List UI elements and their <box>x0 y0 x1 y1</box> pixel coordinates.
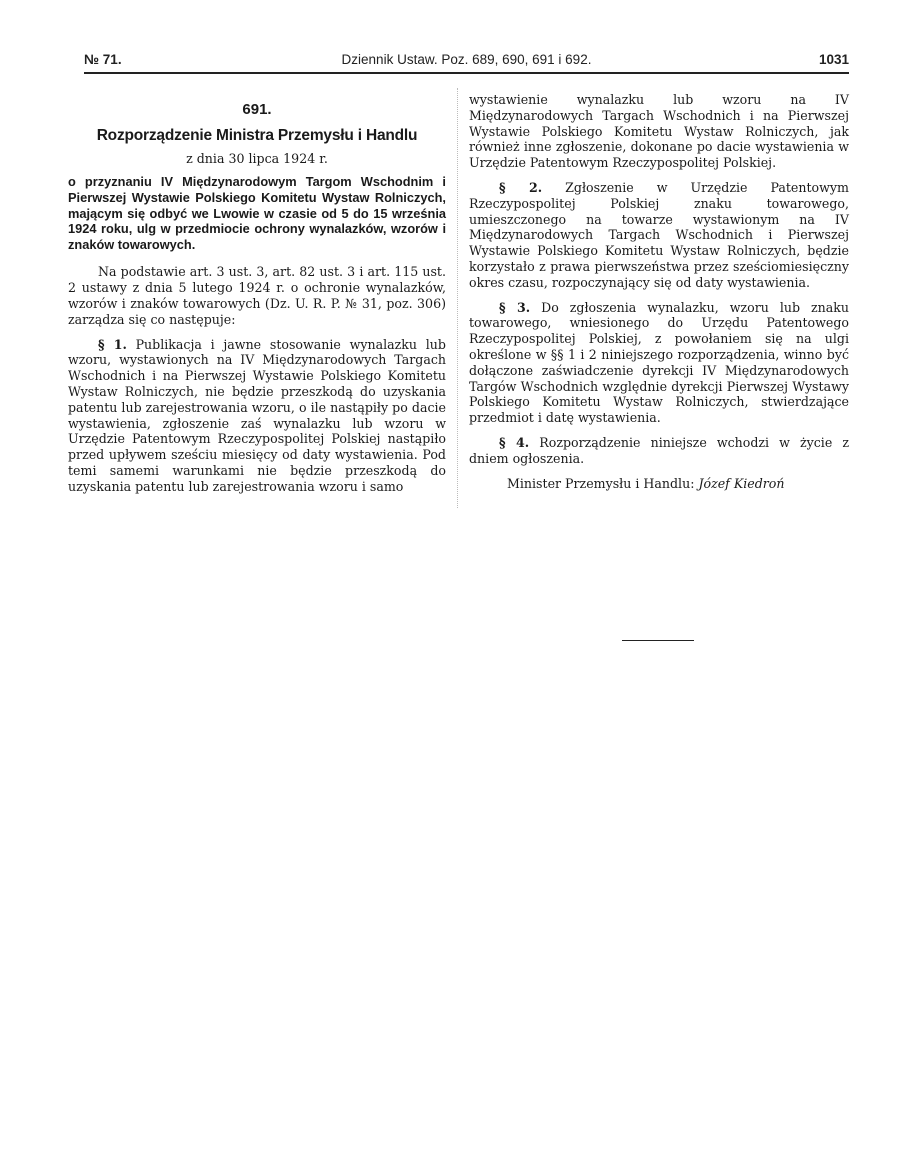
header-rule <box>84 72 849 74</box>
section-1 <box>68 337 446 495</box>
page-header <box>84 50 849 72</box>
journal-title: Dziennik Ustaw. Poz. 689, 690, 691 i 692. <box>341 52 592 67</box>
end-rule <box>622 640 694 641</box>
signature <box>469 476 849 492</box>
issue-number: № 71. <box>84 52 122 67</box>
signature-name: Józef Kiedroń <box>698 475 785 491</box>
act-title: Rozporządzenie Ministra Przemysłu i Handlu <box>96 126 418 144</box>
section-2 <box>469 180 849 291</box>
right-column <box>469 92 849 500</box>
section-3-label: § 3. <box>499 299 531 315</box>
act-date: z dnia 30 lipca 1924 r. <box>186 150 328 166</box>
section-3 <box>469 300 849 426</box>
section-1-continuation: wystawienie wynalazku lub wzoru na IV Międzynarodowych Targach Wschodnich i na Pierwszej Wystawie Polskiego Komitetu Wystaw Rolniczych, jak również inne zgłoszenie, dokonane po dacie wystawienia w Urzędzie Patentowym Rzeczypospolitej Polskiej. <box>469 92 849 171</box>
section-1-label: § 1. <box>98 336 127 352</box>
act-subject: o przyznaniu IV Międzynarodowym Targom Wschodnim i Pierwszej Wystawie Polskiego Komitetu Wystaw Rolniczych, mającym się odbyć we Lwowie w czasie od 5 do 15 września 1924 roku, ulg w przedmiocie ochrony wynalazków, wzorów i znaków towarowych. <box>68 174 446 252</box>
page-number: 1031 <box>818 52 849 67</box>
section-3-text: Do zgłoszenia wynalazku, wzoru lub znaku towarowego, wniesionego do Urzędu Patentowego Rzeczypospolitej Polskiej, z powołaniem się na ulgi określone w §§ 1 i 2 niniejszego rozporządzenia, winno być dołączone zaświadczenie dyrekcji IV Międzynarodowych Targów Wschodnich względnie dyrekcji Pierwszej Wystawy Polskiego Komitetu Wystaw Rolniczych, stwierdzające przedmiot i datę wystawienia. <box>469 299 849 426</box>
left-column <box>68 92 446 504</box>
signature-role: Minister Przemysłu i Handlu: <box>507 475 695 491</box>
section-4-text: Rozporządzenie niniejsze wchodzi w życie z dniem ogłoszenia. <box>469 434 849 466</box>
section-2-text: Zgłoszenie w Urzędzie Patentowym Rzeczypospolitej Polskiej znaku towarowego, umieszczonego na towarze wystawionym na IV Międzynarodowych Targach Wschodnich i Pierwszej Wystawie Polskiego Komitetu Wystaw Rolniczych, będzie korzystało z prawa pierwszeństwa przez sześciomiesięczny okres czasu, rozpoczynający się od daty wystawienia. <box>469 179 849 290</box>
act-number: 691. <box>242 101 272 118</box>
section-1-text: Publikacja i jawne stosowanie wynalazku lub wzoru, wystawionych na IV Międzynarodowych Targach Wschodnich i na Pierwszej Wystawie Polskiego Komitetu Wystaw Rolniczych, nie będzie przeszkodą do uzyskania patentu lub zarejestrowania wzoru, o ile nastąpiły po dacie wystawienia, zgłoszenie zaś wynalazku lub wzoru w Urzędzie Patentowym Rzeczypospolitej Polskiej nastąpiło przed upływem sześciu miesięcy od daty wystawienia. Pod temi samemi warunkami nie będzie przeszkodą do uzyskania patentu lub zarejestrowania wzoru i samo <box>68 336 446 494</box>
section-4 <box>469 435 849 467</box>
column-divider <box>457 88 458 508</box>
preamble: Na podstawie art. 3 ust. 3, art. 82 ust. 3 i art. 115 ust. 2 ustawy z dnia 5 lutego 1924 r. o ochronie wynalazków, wzorów i znaków towarowych (Dz. U. R. P. № 31, poz. 306) zarządza się co następuje: <box>68 264 446 327</box>
section-2-label: § 2. <box>499 179 543 195</box>
section-4-label: § 4. <box>499 434 530 450</box>
